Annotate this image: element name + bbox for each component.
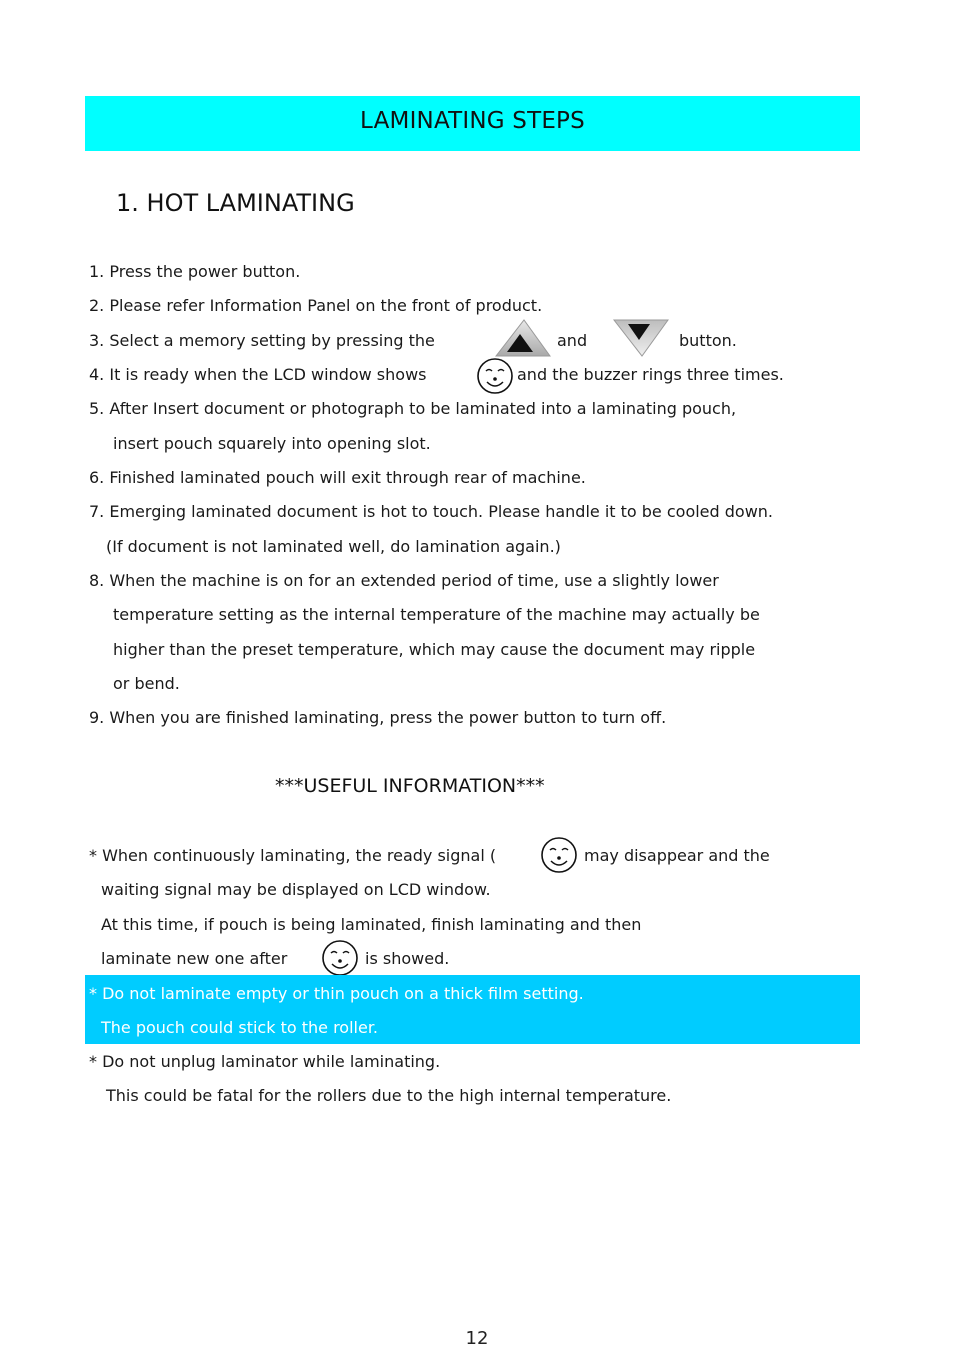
smiley-ready-icon [476,357,516,395]
note-1-line4: laminate new one after [101,949,288,968]
warning-band [85,975,860,1044]
section-title: 1. HOT LAMINATING [116,189,355,217]
down-arrow-button-icon [612,318,670,358]
smiley-ready-icon [318,939,360,977]
step-4-text: 4. It is ready when the LCD window shows [89,365,427,384]
step-1: 1. Press the power button. [89,262,301,281]
step-5-line1: 5. After Insert document or photograph to be laminated into a laminating pouch, [89,399,737,418]
warning-line1: * Do not laminate empty or thin pouch on a thick film setting. [89,984,584,1003]
step-3-text: 3. Select a memory setting by pressing the [89,331,435,350]
smiley-ready-icon [538,836,580,874]
note-1-line1-rest: may disappear and the [584,846,770,865]
useful-info-heading: ***USEFUL INFORMATION*** [275,775,545,797]
step-9: 9. When you are finished laminating, press the power button to turn off. [89,708,667,727]
step-3-button: button. [679,331,737,350]
step-7-line1: 7. Emerging laminated document is hot to touch. Please handle it to be cooled down. [89,502,774,521]
page-number: 12 [465,1328,489,1349]
page-title: LAMINATING STEPS [360,108,585,134]
step-6: 6. Finished laminated pouch will exit through rear of machine. [89,468,586,487]
step-8-line1: 8. When the machine is on for an extended period of time, use a slightly lower [89,571,719,590]
note-3-line2: This could be fatal for the rollers due to the high internal temperature. [106,1086,672,1105]
step-2: 2. Please refer Information Panel on the front of product. [89,296,543,315]
warning-line2: The pouch could stick to the roller. [101,1018,379,1037]
note-3-line1: * Do not unplug laminator while laminating. [89,1052,441,1071]
note-1-line4-rest: is showed. [365,949,450,968]
note-1-line2: waiting signal may be displayed on LCD window. [101,880,491,899]
step-3-and: and [557,331,588,350]
step-8-line2: temperature setting as the internal temperature of the machine may actually be [113,605,760,624]
step-8-line3: higher than the preset temperature, which may cause the document may ripple [113,640,756,659]
step-5-line2: insert pouch squarely into opening slot. [113,434,431,453]
header-banner [85,96,860,151]
note-1-line1: * When continuously laminating, the ready signal ( [89,846,497,865]
up-arrow-button-icon [494,318,552,358]
step-4-rest: and the buzzer rings three times. [517,365,784,384]
step-8-line4: or bend. [113,674,180,693]
step-7-line2: (If document is not laminated well, do lamination again.) [106,537,561,556]
note-1-line3: At this time, if pouch is being laminated, finish laminating and then [101,915,642,934]
